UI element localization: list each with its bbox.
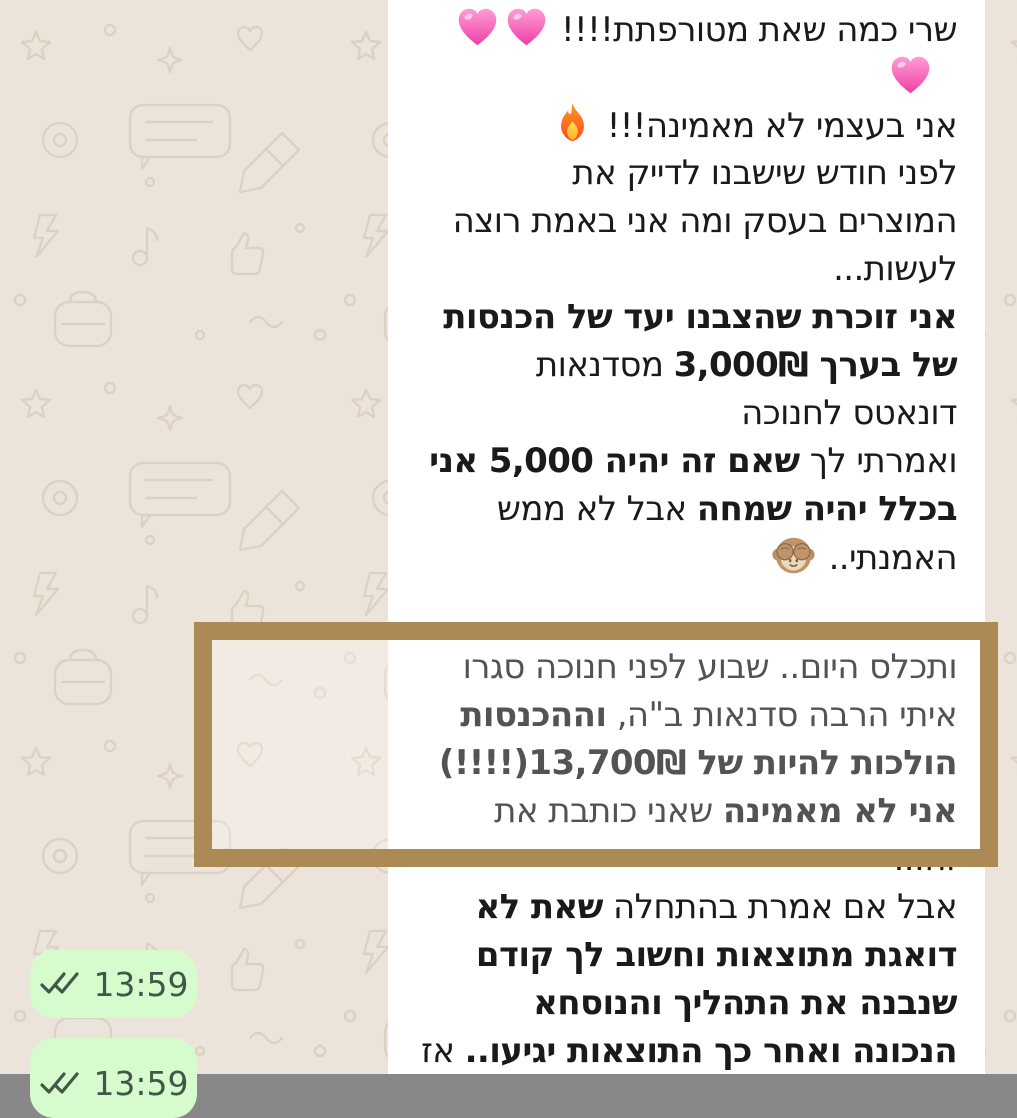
message-line <box>394 53 957 101</box>
text-segment: הנכונה ואחר כך התוצאות יגיעו.. <box>464 1031 957 1071</box>
text-segment: אבל אם אמרת בהתחלה <box>602 887 957 927</box>
highlight-annotation-box <box>194 622 998 867</box>
text-segment: האמנתי.. <box>818 538 957 578</box>
message-line <box>394 5 957 53</box>
text-segment: בכלל יהיה שמחה <box>696 489 957 529</box>
outgoing-message-bubble[interactable] <box>30 1038 197 1118</box>
text-segment: הולכות להיות של 13,700₪(!!!!) <box>438 743 957 783</box>
text-segment: שאני כותבת את <box>494 791 723 831</box>
message-line <box>394 245 957 293</box>
text-segment: ואמרתי לך <box>799 441 957 481</box>
pink-heart-emoji <box>504 5 549 50</box>
pink-heart-emoji <box>888 53 933 98</box>
text-segment: דואגת מתוצאות וחשוב לך קודם <box>475 935 957 975</box>
message-line <box>394 1027 957 1075</box>
text-segment: שרי כמה שאת מטורפתת!!!! <box>550 10 957 50</box>
text-segment: שאת לא <box>475 887 603 927</box>
text-segment: איתי הרבה סדנאות ב"ה, <box>606 695 957 735</box>
message-line <box>394 101 957 149</box>
text-segment: מסדנאות <box>535 345 674 385</box>
message-line <box>394 883 957 931</box>
text-segment: אבל לא ממש <box>496 489 697 529</box>
text-segment: של בערך 3,000₪ <box>673 345 957 385</box>
fire-emoji <box>550 101 595 146</box>
text-segment: ותכלס היום.. שבוע לפני חנוכה סגרו <box>462 647 957 687</box>
outgoing-message-bubble[interactable] <box>30 950 197 1018</box>
text-segment: אני בעצמי לא מאמינה!!! <box>596 106 957 146</box>
double-check-icon <box>38 970 84 998</box>
message-line <box>394 197 957 245</box>
message-line <box>394 437 957 485</box>
text-segment: וההכנסות <box>460 695 607 735</box>
message-line <box>394 485 957 533</box>
text-segment: אני לא מאמינה <box>722 791 957 831</box>
message-text-block <box>394 5 957 581</box>
incoming-message-bubble[interactable] <box>388 0 985 1074</box>
message-line <box>394 979 957 1027</box>
text-segment: שאם זה יהיה 5,000 אני <box>429 441 800 481</box>
text-segment: לפני חודש שישבנו לדייק את <box>572 153 957 193</box>
text-segment: אז <box>421 1031 465 1071</box>
text-segment: אני זוכרת שהצבנו יעד של הכנסות <box>443 297 957 337</box>
message-time: 13:59 <box>93 964 189 1004</box>
message-meta <box>38 1064 188 1103</box>
message-line <box>394 931 957 979</box>
message-line <box>394 389 957 437</box>
double-check-icon <box>38 1070 84 1098</box>
text-segment: זה... <box>893 839 957 879</box>
text-segment: שנבנה את התהליך והנוסחא <box>533 983 957 1023</box>
message-meta <box>38 965 188 1004</box>
text-segment: לעשות... <box>833 249 957 289</box>
see-no-evil-monkey-emoji <box>771 533 816 578</box>
message-time: 13:59 <box>93 1064 189 1103</box>
message-line <box>394 149 957 197</box>
pink-heart-emoji <box>455 5 500 50</box>
text-segment: המוצרים בעסק ומה אני באמת רוצה <box>452 201 957 241</box>
message-line <box>394 341 957 389</box>
message-line <box>394 293 957 341</box>
text-segment: דונאטס לחנוכה <box>741 393 957 433</box>
message-line <box>394 533 957 581</box>
